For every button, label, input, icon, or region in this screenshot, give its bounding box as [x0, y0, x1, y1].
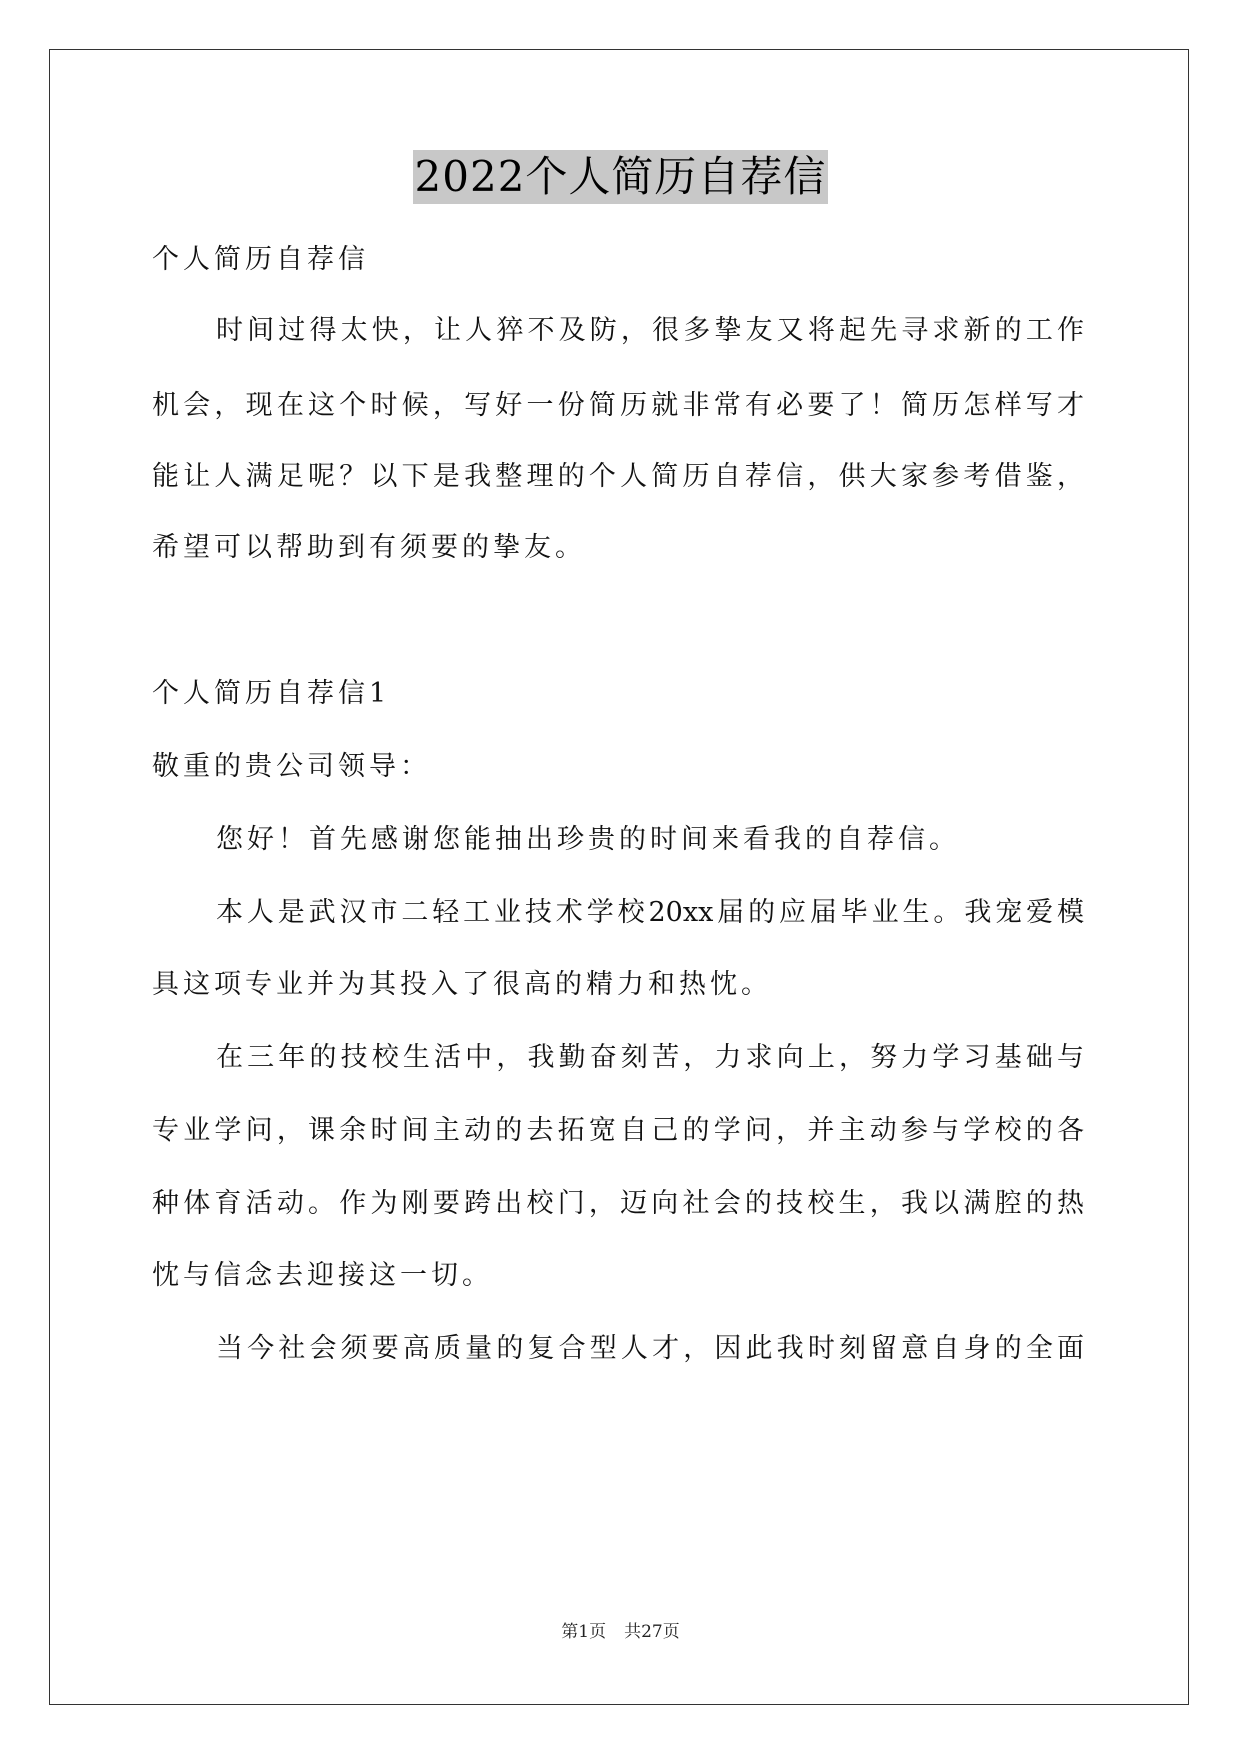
document-title-text: 2022个人简历自荐信: [413, 150, 829, 204]
paragraph-line: 能让人满足呢？以下是我整理的个人简历自荐信，供大家参考借鉴，: [152, 461, 1084, 492]
paragraph-line: 具这项专业并为其投入了很高的精力和热忱。: [152, 969, 772, 1000]
paragraph-line: 机会，现在这个时候，写好一份简历就非常有必要了！简历怎样写才: [152, 390, 1084, 421]
paragraph-line: 时间过得太快，让人猝不及防，很多挚友又将起先寻求新的工作: [216, 315, 1084, 346]
paragraph-line: 忱与信念去迎接这一切。: [152, 1260, 493, 1291]
paragraph-line: 在三年的技校生活中，我勤奋刻苦，力求向上，努力学习基础与: [216, 1042, 1084, 1073]
page-number: 第1页: [561, 1622, 607, 1642]
paragraph-line: 希望可以帮助到有须要的挚友。: [152, 532, 586, 563]
section-heading: 个人简历自荐信1: [152, 678, 391, 709]
salutation: 敬重的贵公司领导：: [152, 751, 431, 782]
paragraph-line: 本人是武汉市二轻工业技术学校20xx届的应届毕业生。我宠爱模: [216, 897, 1084, 928]
paragraph-line: 当今社会须要高质量的复合型人才，因此我时刻留意自身的全面: [216, 1333, 1084, 1364]
page-footer: [0, 1620, 1241, 1644]
page-border: [49, 49, 1189, 1705]
intro-heading: 个人简历自荐信: [152, 244, 369, 275]
page-total: 共27页: [624, 1622, 680, 1642]
paragraph-line: 您好！首先感谢您能抽出珍贵的时间来看我的自荐信。: [216, 824, 960, 855]
document-title: [0, 150, 1241, 204]
paragraph-line: 种体育活动。作为刚要跨出校门，迈向社会的技校生，我以满腔的热: [152, 1188, 1084, 1219]
paragraph-line: 专业学问，课余时间主动的去拓宽自己的学问，并主动参与学校的各: [152, 1115, 1084, 1146]
